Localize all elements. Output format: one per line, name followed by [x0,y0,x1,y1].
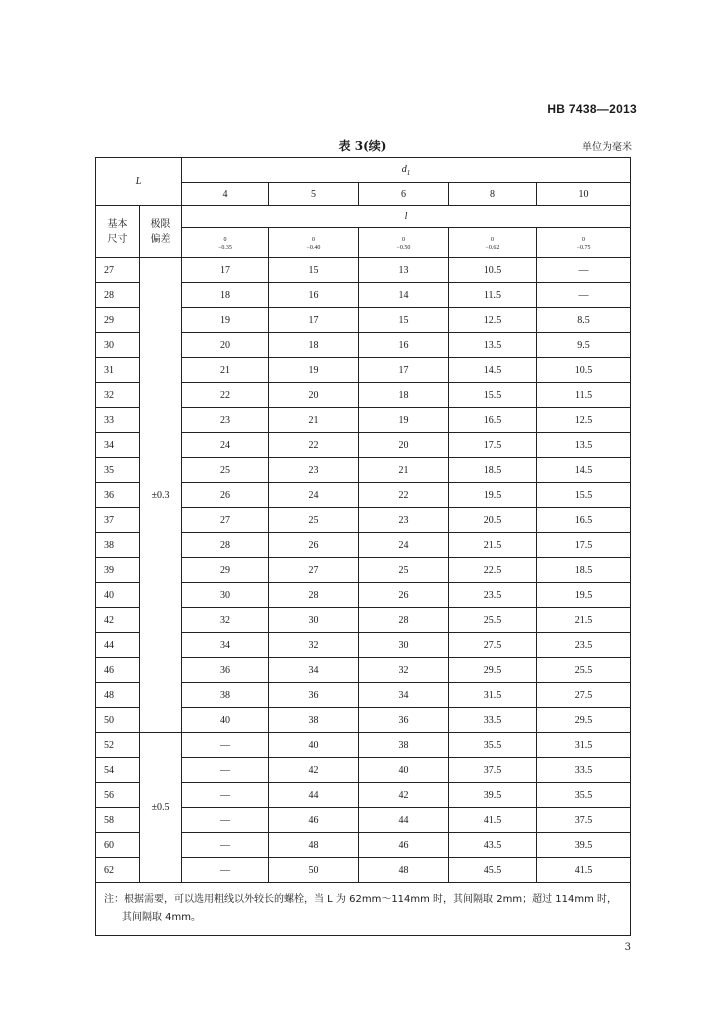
length-value-cell: 30 [269,608,359,633]
length-value-cell: 17 [182,258,269,283]
length-value-cell: 34 [269,658,359,683]
length-value-cell: 23.5 [449,583,537,608]
basic-size-cell: 44 [96,633,140,658]
length-value-cell: 42 [359,783,449,808]
tolerance-cell: 0 −0.35 [182,228,269,258]
length-value-cell: 18.5 [537,558,631,583]
length-value-cell: 12.5 [537,408,631,433]
basic-size-cell: 48 [96,683,140,708]
d1-value: 8 [449,183,537,206]
basic-size-cell: 32 [96,383,140,408]
l-header: l [182,206,631,228]
length-value-cell: 40 [269,733,359,758]
length-value-cell: 18 [359,383,449,408]
length-value-cell: 23 [359,508,449,533]
length-value-cell: 27.5 [537,683,631,708]
length-value-cell: 14.5 [537,458,631,483]
length-value-cell: 26 [359,583,449,608]
table-row [96,258,631,283]
basic-size-cell: 29 [96,308,140,333]
length-value-cell: 41.5 [537,858,631,883]
length-value-cell: 40 [359,758,449,783]
tolerance-cell: 0 −0.62 [449,228,537,258]
length-value-cell: 23 [182,408,269,433]
page-number: 3 [624,942,631,953]
length-value-cell: 13.5 [537,433,631,458]
length-value-cell: 35.5 [449,733,537,758]
length-value-cell: 16.5 [449,408,537,433]
length-value-cell: — [182,758,269,783]
length-value-cell: 21.5 [449,533,537,558]
length-value-cell: 32 [269,633,359,658]
basic-size-cell: 42 [96,608,140,633]
length-value-cell: 21 [269,408,359,433]
length-value-cell: 15 [269,258,359,283]
table-title: 表 3(续) [338,139,387,153]
length-value-cell: 42 [269,758,359,783]
length-value-cell: 29 [182,558,269,583]
table-note [96,883,631,936]
length-value-cell: 32 [182,608,269,633]
length-value-cell: 34 [182,633,269,658]
basic-size-cell: 37 [96,508,140,533]
length-value-cell: 25 [269,508,359,533]
length-value-cell: 28 [269,583,359,608]
basic-size-cell: 62 [96,858,140,883]
tolerance-cell: 0 −0.50 [359,228,449,258]
length-value-cell: 20 [182,333,269,358]
length-value-cell: 46 [269,808,359,833]
length-value-cell: 12.5 [449,308,537,333]
length-value-cell: 31.5 [537,733,631,758]
length-value-cell: 31.5 [449,683,537,708]
length-value-cell: 30 [359,633,449,658]
length-value-cell: 38 [182,683,269,708]
length-value-cell: 30 [182,583,269,608]
length-value-cell: 37.5 [449,758,537,783]
length-value-cell: 17 [359,358,449,383]
length-value-cell: 32 [359,658,449,683]
length-value-cell: 20 [359,433,449,458]
length-value-cell: 29.5 [537,708,631,733]
basic-size-header: 基本 尺寸 [96,206,140,258]
length-value-cell: 16 [359,333,449,358]
length-value-cell: 18 [269,333,359,358]
basic-size-cell: 56 [96,783,140,808]
length-value-cell: 45.5 [449,858,537,883]
d1-header: $d_1$ [182,158,631,183]
length-value-cell: 24 [359,533,449,558]
standard-code: HB 7438—2013 [547,102,637,116]
length-value-cell: 11.5 [537,383,631,408]
length-value-cell: 43.5 [449,833,537,858]
basic-size-cell: 40 [96,583,140,608]
length-value-cell: 13 [359,258,449,283]
length-value-cell: 17 [269,308,359,333]
length-value-cell: 39.5 [537,833,631,858]
length-value-cell: 27 [269,558,359,583]
note-line: 注：根据需要，可以选用粗线以外较长的螺栓，当 L 为 62mm～114mm 时，其间隔取 2mm；超过 114mm 时， [104,894,618,905]
length-value-cell: 19 [359,408,449,433]
length-value-cell: — [182,833,269,858]
length-value-cell: — [182,783,269,808]
length-value-cell: 15.5 [449,383,537,408]
basic-size-cell: 46 [96,658,140,683]
length-value-cell: 28 [359,608,449,633]
d1-value: 4 [182,183,269,206]
length-value-cell: 35.5 [537,783,631,808]
length-value-cell: 36 [269,683,359,708]
length-value-cell: 22.5 [449,558,537,583]
length-value-cell: 15.5 [537,483,631,508]
length-value-cell: 41.5 [449,808,537,833]
basic-size-cell: 52 [96,733,140,758]
length-value-cell: 25.5 [449,608,537,633]
length-value-cell: 23 [269,458,359,483]
length-value-cell: 10.5 [449,258,537,283]
limit-deviation-cell: ±0.3 [140,258,182,733]
basic-size-cell: 36 [96,483,140,508]
basic-size-cell: 31 [96,358,140,383]
length-value-cell: 36 [359,708,449,733]
length-value-cell: 9.5 [537,333,631,358]
length-value-cell: — [182,733,269,758]
length-value-cell: 23.5 [537,633,631,658]
length-value-cell: — [537,283,631,308]
length-value-cell: 38 [269,708,359,733]
length-value-cell: 27 [182,508,269,533]
length-value-cell: 14 [359,283,449,308]
length-value-cell: 34 [359,683,449,708]
length-value-cell: 18 [182,283,269,308]
length-value-cell: 18.5 [449,458,537,483]
length-value-cell: 38 [359,733,449,758]
length-value-cell: 20 [269,383,359,408]
basic-size-cell: 35 [96,458,140,483]
d1-value: 10 [537,183,631,206]
length-value-cell: 50 [269,858,359,883]
length-value-cell: 25 [359,558,449,583]
length-value-cell: 17.5 [537,533,631,558]
length-value-cell: 24 [269,483,359,508]
length-value-cell: 19.5 [537,583,631,608]
length-value-cell: 16.5 [537,508,631,533]
length-value-cell: 39.5 [449,783,537,808]
length-value-cell: 29.5 [449,658,537,683]
length-value-cell: 21.5 [537,608,631,633]
basic-size-cell: 38 [96,533,140,558]
length-value-cell: 26 [182,483,269,508]
table-row [96,733,631,758]
length-value-cell: 25 [182,458,269,483]
length-value-cell: 37.5 [537,808,631,833]
length-value-cell: 16 [269,283,359,308]
tolerance-cell: 0 −0.40 [269,228,359,258]
length-value-cell: — [182,858,269,883]
basic-size-cell: 54 [96,758,140,783]
d1-value: 5 [269,183,359,206]
basic-size-cell: 60 [96,833,140,858]
limit-deviation-cell: ±0.5 [140,733,182,883]
length-value-cell: 20.5 [449,508,537,533]
length-value-cell: 19.5 [449,483,537,508]
basic-size-cell: 58 [96,808,140,833]
length-value-cell: 48 [269,833,359,858]
length-value-cell: 24 [182,433,269,458]
length-value-cell: 46 [359,833,449,858]
length-value-cell: 10.5 [537,358,631,383]
length-value-cell: 36 [182,658,269,683]
length-value-cell: 33.5 [449,708,537,733]
length-value-cell: 44 [269,783,359,808]
length-value-cell: 19 [182,308,269,333]
note-line: 其间隔取 4mm。 [122,912,202,923]
length-value-cell: 21 [359,458,449,483]
length-value-cell: 44 [359,808,449,833]
length-value-cell: 19 [269,358,359,383]
d1-value: 6 [359,183,449,206]
length-value-cell: — [537,258,631,283]
length-value-cell: 17.5 [449,433,537,458]
length-value-cell: 15 [359,308,449,333]
basic-size-cell: 33 [96,408,140,433]
basic-size-cell: 39 [96,558,140,583]
length-value-cell: 11.5 [449,283,537,308]
length-value-cell: 21 [182,358,269,383]
length-value-cell: 22 [359,483,449,508]
basic-size-cell: 30 [96,333,140,358]
length-value-cell: 22 [182,383,269,408]
bolt-length-table [95,157,631,936]
basic-size-cell: 50 [96,708,140,733]
length-value-cell: 8.5 [537,308,631,333]
basic-size-cell: 34 [96,433,140,458]
length-value-cell: 13.5 [449,333,537,358]
limit-deviation-header: 极限 偏差 [140,206,182,258]
length-value-cell: 48 [359,858,449,883]
length-value-cell: 28 [182,533,269,558]
length-value-cell: 27.5 [449,633,537,658]
tolerance-cell: 0 −0.75 [537,228,631,258]
note-row [96,883,631,936]
L-header: L [96,158,182,206]
length-value-cell: — [182,808,269,833]
length-value-cell: 33.5 [537,758,631,783]
basic-size-cell: 27 [96,258,140,283]
length-value-cell: 14.5 [449,358,537,383]
unit-note: 单位为毫米 [582,142,632,153]
length-value-cell: 22 [269,433,359,458]
basic-size-cell: 28 [96,283,140,308]
length-value-cell: 40 [182,708,269,733]
length-value-cell: 25.5 [537,658,631,683]
length-value-cell: 26 [269,533,359,558]
